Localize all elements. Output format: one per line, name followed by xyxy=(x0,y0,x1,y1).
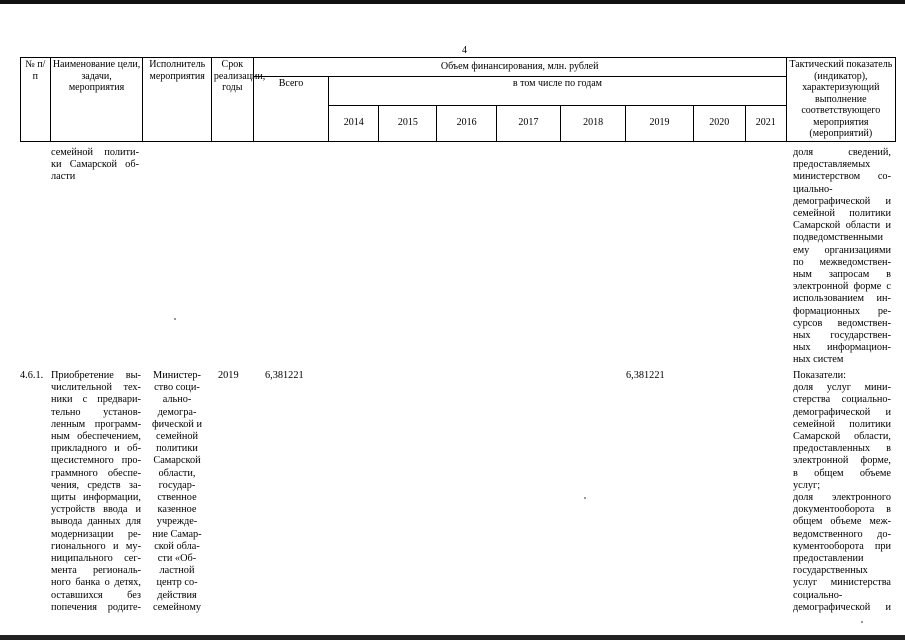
item-name-line: щесистемного про- xyxy=(51,455,141,467)
header-year: 2021 xyxy=(745,105,786,141)
header-year: 2016 xyxy=(437,105,496,141)
item-indicator-line: общем объеме меж- xyxy=(793,516,891,528)
item-name-line: чения, средств за- xyxy=(51,479,141,491)
continuation-indicator-line: доля сведений, xyxy=(793,147,891,158)
item-executor-line: ство соци- xyxy=(154,382,200,394)
item-executor-line: ской обла- xyxy=(154,540,200,552)
item-executor-line: сти «Об- xyxy=(157,553,197,565)
header-total: Всего xyxy=(253,77,329,142)
continuation-indicator-line: циально- xyxy=(793,183,833,195)
item-name-line: числительной тех- xyxy=(51,382,141,394)
item-executor-line: государ- xyxy=(158,479,196,491)
item-name xyxy=(51,370,141,614)
continuation-indicator-line: демографической и xyxy=(793,195,891,207)
item-indicator-line: электронной форме, xyxy=(793,455,891,467)
header-number: № п/п xyxy=(21,58,51,142)
item-executor-line: ние Самар- xyxy=(152,528,202,540)
continuation-indicator xyxy=(793,147,891,367)
item-indicator-line: ведомственного до- xyxy=(793,528,891,540)
continuation-indicator-line: сурсов ведомствен- xyxy=(793,317,891,329)
item-name-line: граммного обеспе- xyxy=(51,467,141,479)
continuation-indicator-line: по межведомствен- xyxy=(793,256,891,268)
header-by-years: в том числе по годам xyxy=(329,77,786,106)
item-executor-line: Министер- xyxy=(153,370,201,381)
item-executor-line: области, xyxy=(158,467,196,479)
item-indicator-line: документооборота в xyxy=(793,504,891,516)
continuation-name-line: ласти xyxy=(51,171,76,183)
header-year: 2014 xyxy=(329,105,379,141)
header-year: 2019 xyxy=(626,105,693,141)
item-indicator-line: услуг; xyxy=(793,479,821,491)
item-value-2019: 6,381221 xyxy=(626,370,665,381)
continuation-indicator-line: семейной политики xyxy=(793,208,891,220)
item-indicator-line: предоставленных в xyxy=(793,443,891,455)
header-executor: Исполнитель мероприятия xyxy=(143,58,211,142)
item-indicator-line: услуг министерства xyxy=(793,577,891,589)
item-name-line: щиты информации, xyxy=(51,492,141,504)
item-name-line: модернизации ре- xyxy=(51,528,141,540)
item-name-line: попечения родите- xyxy=(51,601,141,613)
continuation-indicator-line: ным запросам в xyxy=(793,269,891,281)
table-header xyxy=(20,57,896,142)
item-executor-line: ственное xyxy=(157,492,197,504)
scan-speck xyxy=(584,497,586,499)
item-indicator xyxy=(793,370,891,614)
item-indicator-line: предоставлении xyxy=(793,553,864,565)
item-executor-line: действия xyxy=(157,589,197,601)
item-name-line: вывода данных для xyxy=(51,516,141,528)
item-indicator-line: доля электронного xyxy=(793,492,891,504)
continuation-name-line: семейной полити- xyxy=(51,147,139,158)
header-name: Наименование цели, задачи, мероприятия xyxy=(50,58,143,142)
continuation-indicator-line: ных информацион- xyxy=(793,342,891,354)
continuation-indicator-line: ных систем xyxy=(793,354,844,366)
item-indicator-line: демографической и xyxy=(793,406,891,418)
bottom-scan-edge xyxy=(0,635,905,640)
item-indicator-line: стерства социально- xyxy=(793,394,891,406)
continuation-indicator-line: министерством со- xyxy=(793,171,891,183)
top-scan-edge xyxy=(0,0,905,4)
continuation-indicator-line: ных государствен- xyxy=(793,330,891,342)
continuation-indicator-line: использованием ин- xyxy=(793,293,891,305)
item-name-line: ного банка о детях, xyxy=(51,577,141,589)
continuation-indicator-line: ему организациями xyxy=(793,244,891,256)
item-executor-line: ластной xyxy=(159,565,195,577)
item-name-line: ным обеспечением, xyxy=(51,431,141,443)
item-indicator-line: семейной политики xyxy=(793,418,891,430)
item-executor xyxy=(145,370,209,614)
header-year: 2020 xyxy=(693,105,745,141)
continuation-indicator-line: Самарской области и xyxy=(793,220,891,232)
item-name-line: ники с предвари- xyxy=(51,394,141,406)
item-executor-line: казенное xyxy=(157,504,197,516)
continuation-indicator-line: формационных ре- xyxy=(793,305,891,317)
item-term: 2019 xyxy=(218,370,239,381)
header-funding: Объем финансирования, млн. рублей xyxy=(253,58,786,77)
item-indicator-line: демографической и xyxy=(793,601,891,613)
item-name-line: ниципального сег- xyxy=(51,553,141,565)
item-executor-line: центр со- xyxy=(156,577,198,589)
item-name-line: прикладного и об- xyxy=(51,443,141,455)
continuation-indicator-line: электронной форме с xyxy=(793,281,891,293)
item-name-line: ленным программ- xyxy=(51,418,141,430)
item-executor-line: Самарской xyxy=(153,455,201,467)
item-name-line: гионального и му- xyxy=(51,540,141,552)
item-executor-line: политики xyxy=(156,443,198,455)
continuation-name xyxy=(51,147,139,184)
page-number: 4 xyxy=(462,45,467,56)
continuation-indicator-line: подведомственными xyxy=(793,232,883,244)
item-executor-line: семейной xyxy=(155,431,199,443)
item-indicator-line: кументооборота при xyxy=(793,540,891,552)
item-name-line: оставшихся без xyxy=(51,589,141,601)
item-executor-line: ально- xyxy=(162,394,192,406)
item-number: 4.6.1. xyxy=(20,370,44,381)
item-name-line: мента региональ- xyxy=(51,565,141,577)
item-name-line: устройств ввода и xyxy=(51,504,141,516)
item-indicator-line: Показатели: xyxy=(793,370,846,381)
continuation-indicator-line: предоставляемых xyxy=(793,159,871,171)
header-indicator: Тактический показатель (индикатор), характеризующий выполнение соответствующего мероприятия (мероприятий) xyxy=(786,58,895,142)
item-total: 6,381221 xyxy=(265,370,304,381)
item-indicator-line: Самарской области, xyxy=(793,431,891,443)
item-indicator-line: доля услуг мини- xyxy=(793,382,891,394)
item-indicator-line: государственных xyxy=(793,565,868,577)
item-executor-line: фической и xyxy=(152,418,202,430)
item-executor-line: учрежде- xyxy=(156,516,198,528)
header-year: 2015 xyxy=(379,105,437,141)
item-indicator-line: в общем объеме xyxy=(793,467,891,479)
item-name-line: Приобретение вы- xyxy=(51,370,141,381)
header-year: 2018 xyxy=(560,105,625,141)
continuation-name-line: ки Самарской об- xyxy=(51,159,139,171)
item-executor-line: демогра- xyxy=(157,406,197,418)
item-indicator-line: социально- xyxy=(793,589,843,601)
item-executor-line: семейному xyxy=(153,601,201,613)
item-name-line: тельно установ- xyxy=(51,406,141,418)
scan-speck xyxy=(861,621,863,623)
scan-speck xyxy=(174,318,176,320)
header-term: Срок реализации, годы xyxy=(211,58,253,142)
header-year: 2017 xyxy=(496,105,560,141)
